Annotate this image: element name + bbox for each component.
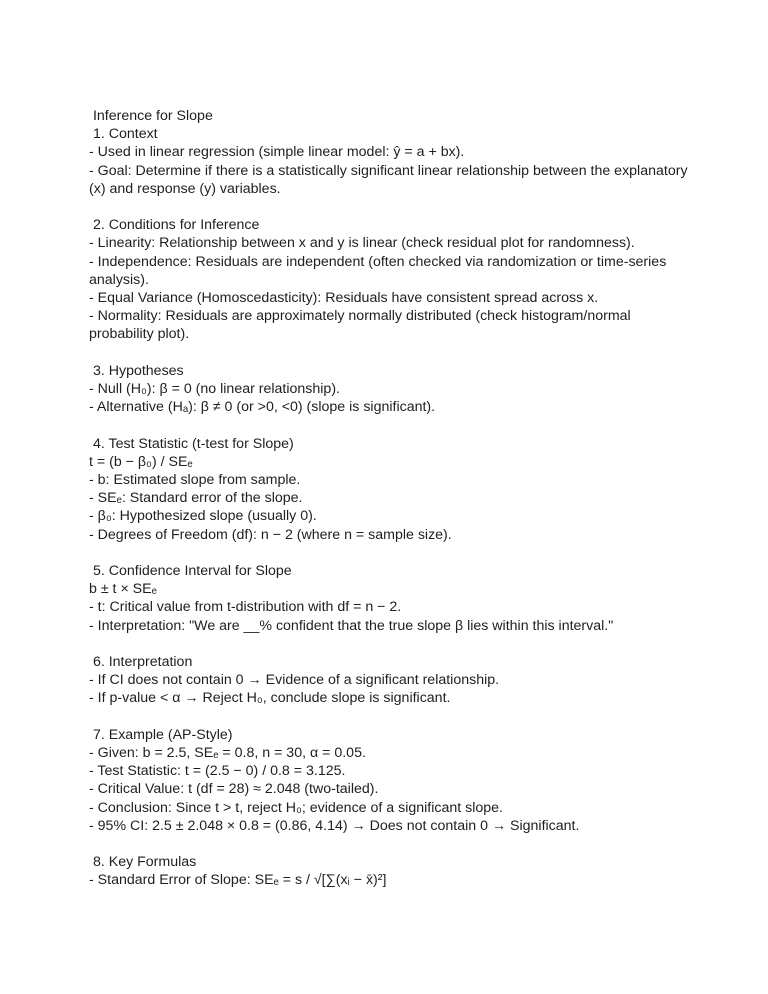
text-line: - Conclusion: Since t > t, reject H₀; evidence of a significant slope. [89, 799, 503, 816]
spacer [89, 416, 689, 434]
section-confidence-interval [89, 562, 689, 635]
text-line: - Standard Error of Slope: SEₑ = s / √[∑(xᵢ − x̄)²] [89, 872, 387, 889]
text-line: - If p-value < α → Reject H₀, conclude slope is significant. [89, 690, 451, 707]
section-heading: 1. Context [89, 126, 158, 143]
section-heading: 5. Confidence Interval for Slope [89, 563, 292, 580]
document-title: Inference for Slope [89, 108, 213, 124]
document-body [89, 107, 692, 890]
section-heading: 3. Hypotheses [89, 362, 184, 379]
text-line: - Normality: Residuals are approximately normally distributed (check histogram/normal probability plot). [89, 308, 635, 343]
text-line: - Equal Variance (Homoscedasticity): Residuals have consistent spread across x. [89, 290, 599, 307]
spacer [89, 708, 689, 726]
text-line: - 95% CI: 2.5 ± 2.048 × 0.8 = (0.86, 4.14) → Does not contain 0 → Significant. [89, 817, 580, 834]
spacer [89, 198, 689, 216]
text-line: - Critical Value: t (df = 28) ≈ 2.048 (two-tailed). [89, 781, 379, 798]
spacer [89, 544, 689, 562]
text-line: - β₀: Hypothesized slope (usually 0). [89, 508, 317, 525]
text-line: - b: Estimated slope from sample. [89, 472, 301, 489]
spacer [89, 835, 689, 853]
text-line: - t: Critical value from t-distribution with df = n − 2. [89, 599, 402, 616]
section-key-formulas [89, 853, 689, 889]
formula-line: b ± t × SEₑ [89, 581, 157, 598]
text-line: - SEₑ: Standard error of the slope. [89, 490, 303, 507]
text-line: - Test Statistic: t = (2.5 − 0) / 0.8 = 3.125. [89, 763, 346, 780]
section-heading: 4. Test Statistic (t-test for Slope) [89, 435, 294, 452]
section-heading: 8. Key Formulas [89, 854, 197, 871]
section-heading: 6. Interpretation [89, 654, 193, 671]
section-interpretation [89, 653, 689, 708]
text-line: - Independence: Residuals are independent (often checked via randomization or time-series analysis). [89, 253, 671, 288]
text-line: - Alternative (Hₐ): β ≠ 0 (or >0, <0) (slope is significant). [89, 399, 436, 416]
section-context [89, 107, 692, 198]
text-line: - If CI does not contain 0 → Evidence of a significant relationship. [89, 672, 500, 689]
section-example [89, 726, 689, 835]
text-line: - Degrees of Freedom (df): n − 2 (where n = sample size). [89, 526, 452, 543]
text-line: - Used in linear regression (simple linear model: ŷ = a + bx). [89, 144, 465, 161]
text-line: - Null (H₀): β = 0 (no linear relationship). [89, 381, 340, 398]
section-conditions [89, 216, 689, 343]
section-heading: 2. Conditions for Inference [89, 217, 260, 234]
text-line: - Linearity: Relationship between x and y is linear (check residual plot for randomness). [89, 235, 635, 252]
text-line: - Interpretation: "We are __% confident that the true slope β lies within this interval." [89, 617, 614, 634]
section-hypotheses [89, 362, 689, 417]
section-test-statistic [89, 435, 689, 544]
formula-line: t = (b − β₀) / SEₑ [89, 453, 193, 470]
text-line: - Given: b = 2.5, SEₑ = 0.8, n = 30, α = 0.05. [89, 745, 366, 762]
spacer [89, 344, 689, 362]
text-line: - Goal: Determine if there is a statistically significant linear relationship between the explanatory (x) and response (y) variables. [89, 162, 692, 197]
spacer [89, 635, 689, 653]
section-heading: 7. Example (AP-Style) [89, 726, 233, 743]
